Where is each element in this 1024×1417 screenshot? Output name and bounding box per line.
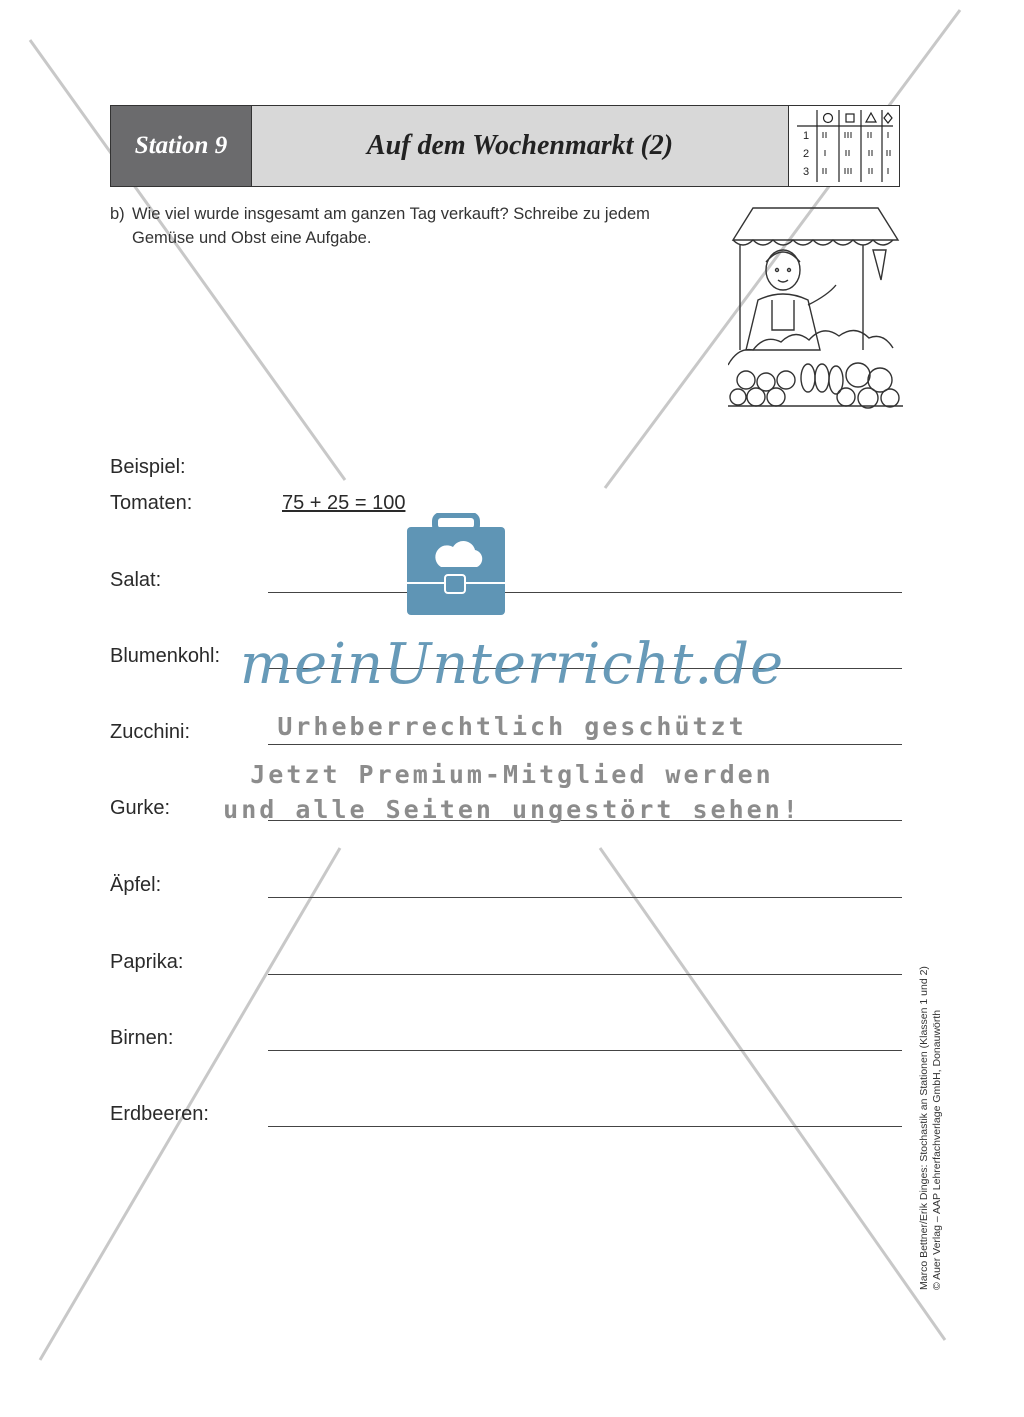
worksheet-title: Auf dem Wochenmarkt (2) bbox=[251, 106, 789, 186]
watermark-logo: meinUnterricht.de bbox=[239, 632, 785, 697]
copyright-credit bbox=[918, 966, 944, 1290]
answer-row-aepfel bbox=[110, 874, 902, 904]
item-label: Blumenkohl: bbox=[110, 645, 221, 667]
station-number: Station 9 bbox=[111, 106, 251, 186]
watermark-premium: Jetzt Premium-Mitglied werden bbox=[250, 760, 774, 789]
market-stall-illustration bbox=[728, 200, 903, 410]
example-answer: 75 + 25 = 100 bbox=[282, 492, 406, 514]
item-label: Erdbeeren: bbox=[110, 1103, 209, 1125]
tally-row-1: 1 bbox=[803, 130, 810, 142]
triangle-shape-icon bbox=[866, 113, 876, 122]
answer-row-erdbeeren bbox=[110, 1103, 902, 1133]
answer-line[interactable] bbox=[268, 1126, 902, 1127]
item-label: Zucchini: bbox=[110, 721, 191, 743]
tally-grid bbox=[789, 106, 899, 186]
item-label: Birnen: bbox=[110, 1027, 174, 1049]
tally-row-2: 2 bbox=[803, 148, 810, 160]
example-heading: Beispiel: bbox=[110, 456, 186, 478]
item-label: Paprika: bbox=[110, 951, 184, 973]
circle-shape-icon bbox=[824, 114, 833, 123]
answer-line[interactable] bbox=[268, 592, 902, 593]
watermark-view: und alle Seiten ungestört sehen! bbox=[223, 795, 801, 824]
task-marker: b) bbox=[110, 205, 125, 223]
square-shape-icon bbox=[846, 114, 854, 122]
diamond-shape-icon bbox=[884, 113, 892, 123]
task-instruction bbox=[110, 202, 670, 250]
credit-line-2: © Auer Verlag – AAP Lehrerfachverlage GmbH, Donauwörth bbox=[931, 1009, 943, 1290]
answer-row-birnen bbox=[110, 1027, 902, 1057]
credit-line-1: Marco Bettner/Erik Dinges: Stochastik an Stationen (Klassen 1 und 2) bbox=[918, 966, 930, 1290]
answer-line[interactable] bbox=[268, 1050, 902, 1051]
answer-line[interactable] bbox=[268, 897, 902, 898]
task-text: Wie viel wurde insgesamt am ganzen Tag verkauft? Schreibe zu jedem Gemüse und Obst eine Aufgabe. bbox=[132, 205, 650, 247]
watermark-copyright: Urheberrechtlich geschützt bbox=[277, 712, 747, 741]
item-label: Gurke: bbox=[110, 797, 171, 819]
item-label: Äpfel: bbox=[110, 874, 162, 896]
tally-row-3: 3 bbox=[803, 166, 810, 178]
briefcase-cloud-icon bbox=[405, 513, 507, 617]
station-header bbox=[110, 105, 900, 187]
answer-line[interactable] bbox=[268, 744, 902, 745]
example-item-label: Tomaten: bbox=[110, 492, 193, 514]
answer-line[interactable] bbox=[268, 974, 902, 975]
item-label: Salat: bbox=[110, 569, 162, 591]
answer-row-paprika bbox=[110, 951, 902, 981]
example-row bbox=[110, 492, 406, 515]
